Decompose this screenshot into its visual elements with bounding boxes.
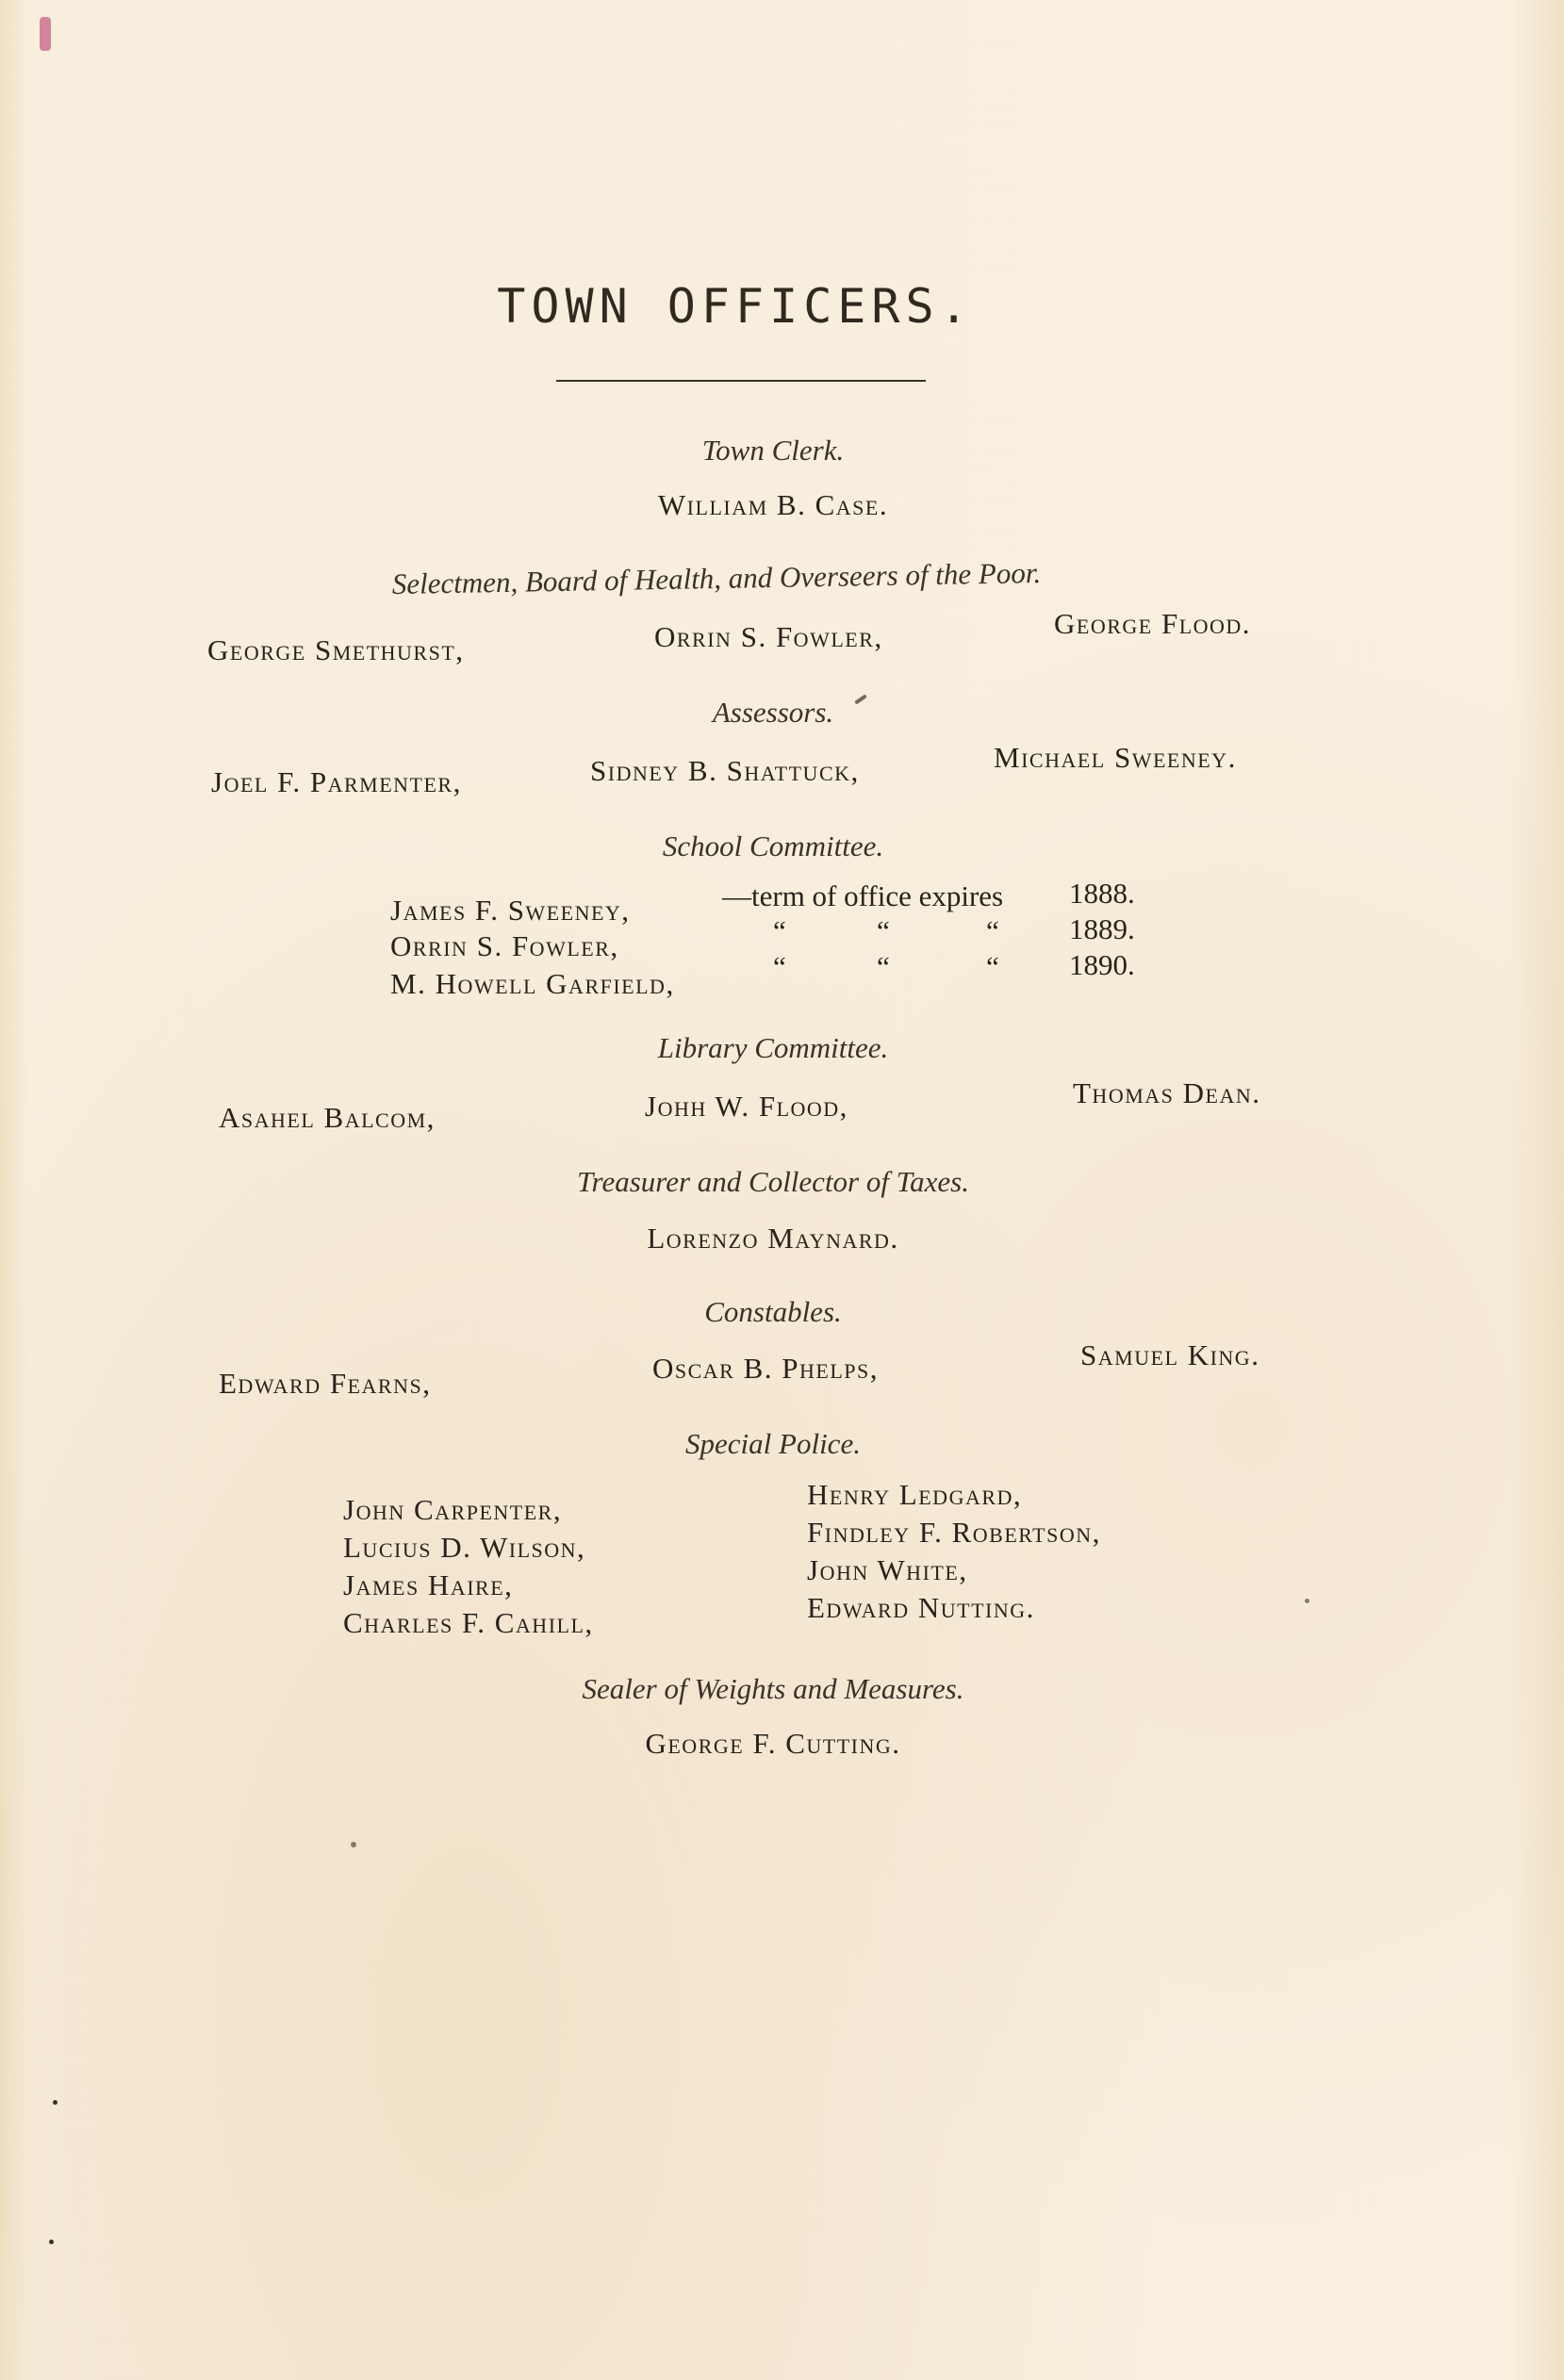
constable-name-1: Edward Fearns, <box>219 1367 432 1400</box>
school-row-3-ditto-3: “ <box>986 950 999 983</box>
assessor-name-3: Michael Sweeney. <box>994 741 1237 774</box>
constables-heading: Constables. <box>704 1295 842 1328</box>
library-name-1: Asahel Balcom, <box>219 1101 436 1134</box>
sealer-heading: Sealer of Weights and Measures. <box>582 1672 964 1705</box>
special-police-left-3: James Haire, <box>343 1568 514 1601</box>
town-clerk-name: William B. Case. <box>657 488 889 521</box>
title-rule <box>556 380 926 382</box>
school-row-2-ditto-1: “ <box>773 914 786 947</box>
school-row-2-ditto-2: “ <box>877 914 890 947</box>
treasurer-name: Lorenzo Maynard. <box>647 1222 899 1255</box>
assessor-name-1: Joel F. Parmenter, <box>211 765 462 798</box>
constable-name-2: Oscar B. Phelps, <box>652 1352 880 1385</box>
town-clerk-heading: Town Clerk. <box>701 434 845 467</box>
school-committee-heading: School Committee. <box>662 829 884 862</box>
special-police-left-4: Charles F. Cahill, <box>343 1606 594 1639</box>
paper-speck <box>351 1842 356 1847</box>
school-row-2-year: 1889. <box>1069 912 1135 945</box>
selectman-name-1: George Smethurst, <box>207 633 465 666</box>
ink-stain <box>40 17 51 51</box>
paper-speck <box>1305 1599 1309 1603</box>
special-police-right-4: Edward Nutting. <box>807 1591 1035 1624</box>
special-police-left-1: John Carpenter, <box>343 1493 563 1526</box>
assessors-heading: Assessors. <box>712 696 834 729</box>
school-row-3-name: M. Howell Garfield, <box>390 967 675 1000</box>
library-name-2: Johh W. Flood, <box>645 1090 848 1123</box>
special-police-right-2: Findley F. Robertson, <box>807 1516 1101 1549</box>
library-committee-heading: Library Committee. <box>657 1031 889 1064</box>
special-police-heading: Special Police. <box>685 1427 861 1460</box>
paper-speck <box>53 2100 58 2105</box>
treasurer-heading: Treasurer and Collector of Taxes. <box>577 1165 969 1198</box>
selectman-name-2: Orrin S. Fowler, <box>654 620 883 653</box>
school-row-3-ditto-1: “ <box>773 950 786 983</box>
selectmen-heading: Selectmen, Board of Health, and Overseers of the Poor. <box>391 555 1042 601</box>
school-row-1-name: James F. Sweeney, <box>390 894 631 927</box>
school-row-3-year: 1890. <box>1069 948 1135 981</box>
selectman-name-3: George Flood. <box>1054 607 1252 640</box>
library-name-3: Thomas Dean. <box>1073 1076 1261 1109</box>
school-row-3-ditto-2: “ <box>877 950 890 983</box>
special-police-left-2: Lucius D. Wilson, <box>343 1531 586 1564</box>
special-police-right-3: John White, <box>807 1553 968 1586</box>
sealer-name: George F. Cutting. <box>645 1727 901 1760</box>
school-row-1-term: —term of office expires <box>722 879 1004 912</box>
school-row-1-year: 1888. <box>1069 877 1135 910</box>
special-police-right-1: Henry Ledgard, <box>807 1478 1023 1511</box>
constable-name-3: Samuel King. <box>1080 1338 1260 1371</box>
assessor-name-2: Sidney B. Shattuck, <box>590 754 860 787</box>
school-row-2-ditto-3: “ <box>986 914 999 947</box>
paper-speck <box>49 2240 54 2244</box>
school-row-2-name: Orrin S. Fowler, <box>390 929 619 962</box>
page-title: TOWN OFFICERS. <box>497 279 974 334</box>
